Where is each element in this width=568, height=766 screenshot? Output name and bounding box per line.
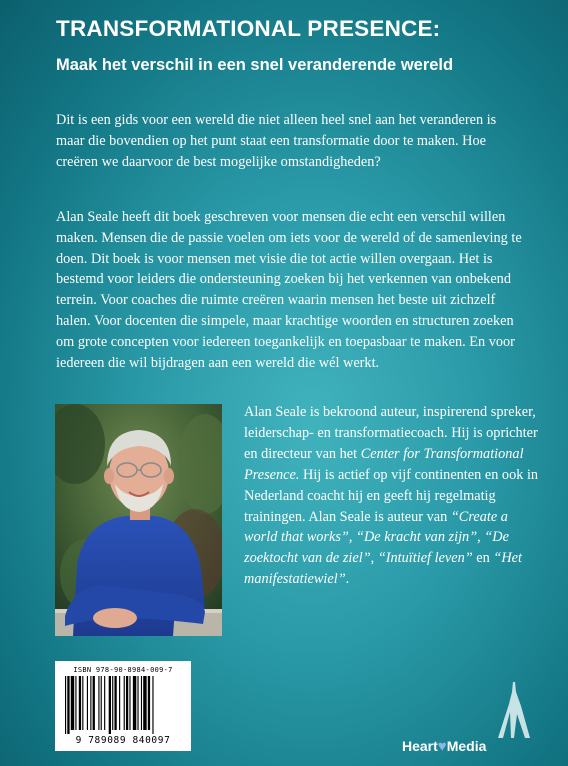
bio-book-4: “Intuïtief leven”	[377, 550, 473, 567]
publisher-figure-icon	[497, 682, 531, 740]
barcode-bar	[148, 676, 150, 730]
barcode-bar	[82, 676, 83, 730]
barcode-bar	[137, 676, 138, 730]
barcode-bar	[71, 676, 74, 730]
bio-book-1: “Create a world that works”	[244, 508, 508, 546]
isbn-label: ISBN 978-90-8984-009-7	[73, 666, 173, 674]
bio-separator: ,	[348, 529, 357, 546]
bio-middle: Hij is actief op vijf continenten en ook in Nederland coacht hij en geeft hij regelmatig trainingen. Alan Seale is auteur van	[244, 466, 539, 525]
barcode-bar	[129, 676, 130, 730]
barcode-bar	[133, 676, 136, 730]
heart-icon: ♥	[437, 738, 447, 755]
barcode-bar	[75, 676, 76, 730]
barcode-bars	[65, 676, 181, 734]
barcode-bar	[143, 676, 146, 730]
barcode-bar	[114, 676, 116, 730]
isbn-digits: 9 789089 840097	[75, 735, 171, 746]
cover-subtitle: Maak het verschil in een snel veranderende wereld	[56, 56, 454, 74]
barcode-bar	[87, 676, 88, 730]
bio-center-name: Center for Transformational Presence.	[244, 445, 524, 483]
bio-book-3: “De zoektocht van de ziel”	[244, 529, 509, 567]
publisher-logo	[402, 738, 486, 755]
bio-book-2: “De kracht van zijn”	[356, 529, 478, 546]
bio-book-5: “Het manifestatiewiel”	[244, 550, 522, 588]
bio-separator: en	[472, 550, 494, 567]
barcode-bar	[67, 676, 69, 734]
barcode-bar	[93, 676, 95, 730]
barcode-bar	[124, 676, 125, 730]
barcode-bar	[98, 676, 99, 730]
barcode-bar	[90, 676, 91, 730]
barcode-bar	[141, 676, 142, 730]
blurb-paragraph-2: Alan Seale heeft dit boek geschreven voor mensen die echt een verschil willen maken. Mensen die de passie voelen om iets voor de wereld of de samenleving te doen. Dit boek is voor mensen met visie die tot actie willen overgaan. Het is bestemd voor leiders die ondersteuning zoeken bij het verkennen van onbekend terrein. Voor coaches die ruimte creëren waarin mensen het beste uit zichzelf halen. Voor docenten die simpele, maar krachtige woorden en structuren zoeken om grote concepten voor iedereen toegankelijk en toepasbaar te maken. En voor iedereen die wil bijdragen aan een wereld die wél werkt.	[56, 209, 522, 371]
barcode-bar	[126, 676, 128, 730]
publisher-name-part2: Media	[446, 738, 487, 754]
barcode-bar	[65, 676, 66, 734]
publisher-name-part1: Heart	[402, 738, 438, 754]
barcode-bar	[79, 676, 81, 730]
bio-intro: Alan Seale is bekroond auteur, inspirerend spreker, leiderschap- en transformatiecoach. Hij is oprichter en directeur van het	[244, 404, 538, 462]
isbn-barcode	[55, 661, 191, 751]
bio-separator: ,	[370, 550, 378, 567]
barcode-bar	[152, 676, 153, 734]
bio-separator: ,	[477, 529, 485, 546]
author-bio	[244, 402, 544, 590]
cover-title: TRANSFORMATIONAL PRESENCE:	[56, 16, 441, 41]
barcode-bar	[101, 676, 102, 730]
barcode-bar	[119, 676, 120, 730]
blurb-paragraph-1: Dit is een gids voor een wereld die niet alleen heel snel aan het veranderen is maar die bovendien op het punt staat een transformatie door te maken. Hoe creëren we daarvoor de best mogelijke omstandigheden?	[56, 112, 497, 170]
barcode-bar	[112, 676, 113, 730]
author-photo	[55, 404, 222, 636]
barcode-bar	[104, 676, 105, 730]
barcode-bar	[109, 676, 111, 734]
bio-end: .	[345, 571, 350, 588]
